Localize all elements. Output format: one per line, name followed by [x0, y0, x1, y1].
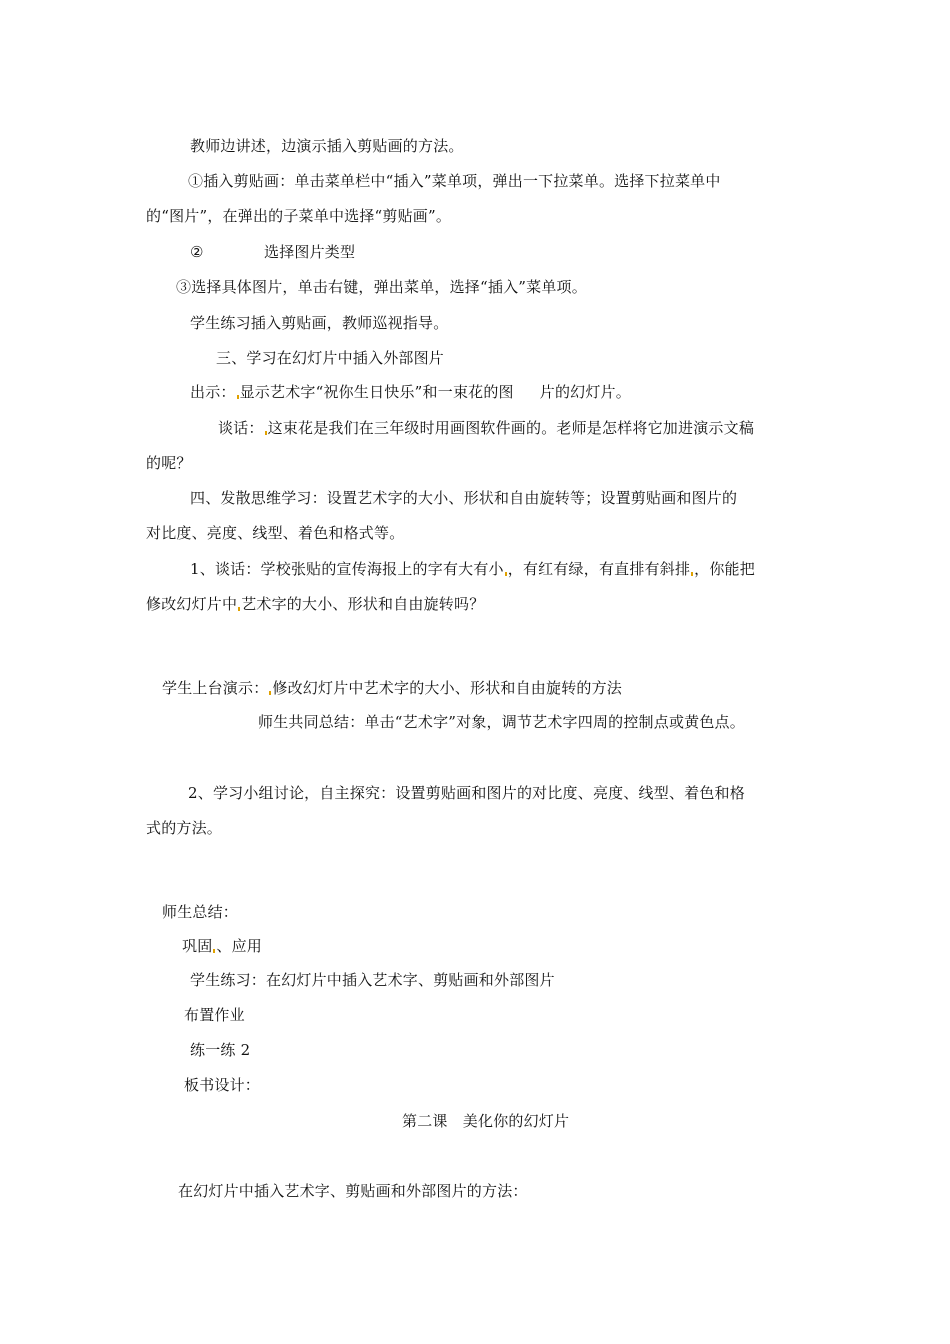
talk-poster-part-2: ，有红有绿，有直排有斜排: [507, 560, 691, 578]
highlight-mark: [265, 431, 267, 435]
show-text-part-2: 片的幻灯片。: [539, 383, 631, 401]
section-three-heading: 三、学习在幻灯片中插入外部图片: [216, 349, 445, 367]
paragraph-practice: 练一练 2: [190, 1041, 251, 1059]
paragraph-consolidate: [182, 936, 262, 956]
step-1-continued: 的“图片”，在弹出的子菜单中选择“剪贴画”。: [146, 207, 452, 225]
talk-poster-part-4: 修改幻灯片中: [146, 595, 238, 613]
step-2-marker: ②: [190, 243, 204, 261]
consolidate-part-2: 、应用: [216, 937, 263, 955]
highlight-mark: [237, 395, 239, 399]
talk-label: 谈话：: [218, 419, 264, 437]
paragraph-teacher-demo: 教师边讲述，边演示插入剪贴画的方法。: [190, 137, 464, 155]
consolidate-part-1: 巩固: [182, 937, 213, 955]
paragraph-group-discussion: 2、学习小组讨论，自主探究：设置剪贴画和图片的对比度、亮度、线型、着色和格: [188, 784, 745, 802]
highlight-mark: [691, 572, 693, 576]
highlight-mark: [238, 607, 240, 611]
lesson-title: 第二课 美化你的幻灯片: [402, 1112, 570, 1130]
talk-text-continued: 的呢？: [146, 454, 192, 472]
paragraph-student-practice: 学生练习插入剪贴画，教师巡视指导。: [190, 314, 449, 332]
paragraph-talk: [218, 418, 754, 438]
section-four-heading: 四、发散思维学习：设置艺术字的大小、形状和自由旋转等；设置剪贴画和图片的: [190, 489, 738, 507]
highlight-mark: [505, 572, 507, 576]
paragraph-summary: 师生共同总结：单击“艺术字”对象，调节艺术字四周的控制点或黄色点。: [258, 713, 745, 731]
paragraph-student-exercise: 学生练习：在幻灯片中插入艺术字、剪贴画和外部图片: [190, 971, 555, 989]
student-demo-text: 修改幻灯片中艺术字的大小、形状和自由旋转的方法: [272, 679, 623, 697]
paragraph-board-design: 板书设计：: [184, 1076, 261, 1094]
talk-poster-part-1: 1、谈话：学校张贴的宣传海报上的字有大有小: [190, 560, 504, 578]
paragraph-talk-poster: [190, 559, 755, 579]
step-3-text: ③选择具体图片，单击右键，弹出菜单，选择“插入”菜单项。: [176, 278, 587, 296]
student-demo-label: 学生上台演示：: [162, 679, 269, 697]
section-four-continued: 对比度、亮度、线型、着色和格式等。: [146, 524, 405, 542]
show-text-part-1: 显示艺术字“祝你生日快乐”和一束花的图: [239, 383, 514, 401]
paragraph-homework: 布置作业: [184, 1006, 245, 1024]
talk-poster-part-5: 艺术字的大小、形状和自由旋转吗？: [241, 595, 485, 613]
paragraph-student-demo: [162, 678, 622, 698]
talk-text: 这束花是我们在三年级时用画图软件画的。老师是怎样将它加进演示文稿: [267, 419, 755, 437]
show-label: 出示：: [190, 383, 236, 401]
group-discussion-continued: 式的方法。: [146, 819, 223, 837]
paragraph-show-slide: [190, 382, 631, 402]
step-2-text: 选择图片类型: [264, 243, 356, 261]
step-1-insert-clipart: ①插入剪贴画：单击菜单栏中“插入”菜单项，弹出一下拉菜单。选择下拉菜单中: [188, 172, 721, 190]
paragraph-summary-heading: 师生总结：: [162, 903, 239, 921]
paragraph-talk-poster-continued: [146, 594, 484, 614]
paragraph-methods: 在幻灯片中插入艺术字、剪贴画和外部图片的方法：: [178, 1182, 528, 1200]
talk-poster-part-3: ，你能把: [694, 560, 755, 578]
